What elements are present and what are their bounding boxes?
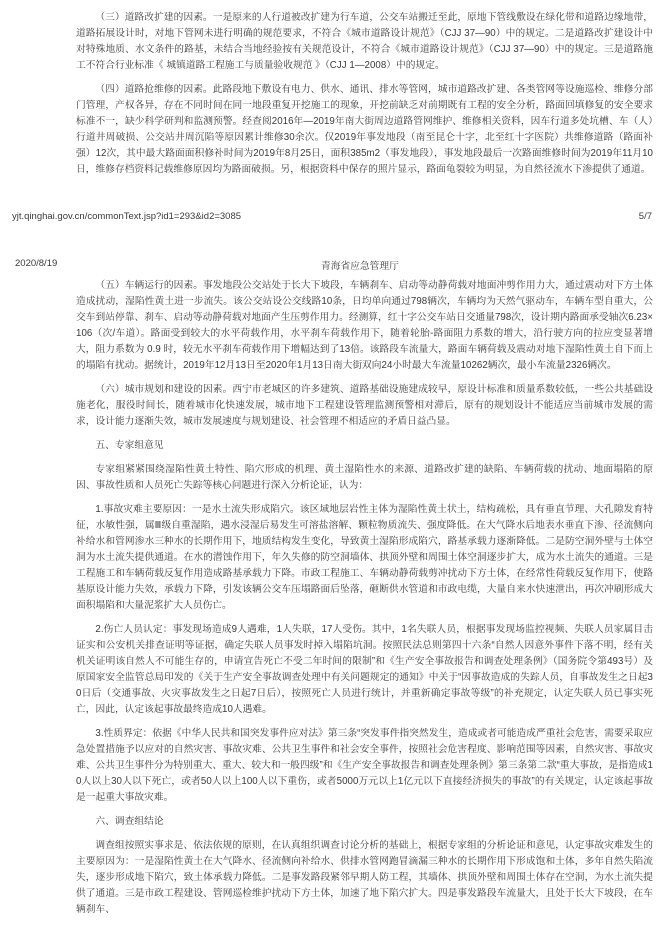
- document-paragraph: （五）车辆运行的因素。事发地段公交站处于长大下坡段，车辆刹车、启动等动静荷载对地面冲剪作用力大，通过震动对下方土体造成扰动，湿陷性黄土进一步流失。该公交站设公交线路10条，日均单向通过798辆次，车辆均为天然气驱动车，车辆车型自重大，公交车到站停靠、刹车、启动等动静荷载对地面产生压剪作用力。经测算，红十字公交车站日交通量798次，设计期内路面承受轴次6.23×106（次/车道）。路面受到较大的水平荷载作用，水平刹车荷载作用下，随着轮胎-路面阻力系数的增大，沿行驶方向的拉应变显著增大，阻力系数为 0.9 时，较无水平刹车荷载作用下增幅达到了13倍。该路段车流量大，路面车辆荷载及震动对地下湿陷性黄土自下而上的塌陷有扰动。据统计，2019年12月13日至2020年1月13日南大街双向24小时最大车流量10262辆次，最小车流量2326辆次。: [76, 280, 653, 371]
- print-date: 2020/8/19: [15, 258, 58, 269]
- page5-content: [76, 10, 653, 186]
- section-heading-investigation-conclusion: 六、调查组结论: [95, 816, 164, 827]
- document-paragraph: （四）道路抢维修的因素。此路段地下敷设有电力、供水、通讯、排水等管网，城市道路改扩建、各类管网等设施巡检、维修分部门管理，产权各异，存在不同时间在同一地段重复开挖施工的现象，开挖前缺乏对前期既有工程的安全分析，路面回填修复的安全要求标准不一，缺少科学研判和监测预警。经查阅2016年—2019年南大街周边道路管网维护、维修相关资料，因车行道多处坑槽、车（人）行道井周破损、公交站井周沉陷等原因累计维修30余次。仅2019年事发地段（南至昆仑十字，北至红十字医院）共维修道路（路面补强）12次，其中最大路面面积修补时间为2019年8月25日，面积385m2（事发地段），事发地段最后一次路面维修时间为2019年11月10日，维修存档资料记载维修原因均为路面破损。另，根据资料中保存的照片显示，路面龟裂较为明显，为自然径流水下渗提供了通道。: [76, 84, 653, 175]
- document-paragraph: 3.性质界定：依据《中华人民共和国突发事件应对法》第三条“突发事件指突然发生，造成或者可能造成严重社会危害，需要采取应急处置措施予以应对的自然灾害、事故灾难、公共卫生事件和社会安全事件，按照社会危害程度、影响范围等因素，自然灾害、事故灾难、公共卫生事件分为特别重大、重大、较大和一般四级”和《生产安全事故报告和调查处理条例》第三条第二款“重大事故，是指造成10人以上30人以下死亡，或者50人以上100人以下重伤，或者5000万元以上1亿元以下直接经济损失的事故”的有关规定，认定该起事故是一起重大事故灾难。: [76, 728, 653, 803]
- print-footer: [12, 211, 652, 222]
- document-paragraph: 调查组按照实事求是、依法依规的原则，在认真组织调查讨论分析的基础上，根据专家组的分析论证和意见，认定事故灾难发生的主要原因为：一是湿陷性黄土在大气降水、径流侧向补给水、供排水管网跑冒滴漏三种水的长期作用下形成饱和土体，多年自然失陷流失，逐步形成地下陷穴，致土体承载力降低。二是事发路段紧邻早期人防工程，其墙体、拱顶外壁和周围土体存在空洞，为水土流失提供了通道。三是市政工程建设、管网巡检维护扰动下方土体，加速了地下陷穴扩大。四是事发路段车流量大，且处于长大下坡段，在车辆刹车、: [76, 840, 653, 915]
- document-title: 青海省应急管理厅: [321, 261, 399, 272]
- section-heading-expert-opinion: 五、专家组意见: [95, 440, 164, 451]
- print-header: [12, 258, 652, 272]
- document-paragraph: （三）道路改扩建的因素。一是原来的人行道被改扩建为行车道，公交车站搬迁至此，原地下管线敷设在绿化带和道路边缘地带，道路拓展设计时，对地下管网未进行明确的规范要求，不符合《城市道路设计规范》（CJJ 37—90）中的规定。二是道路改扩建设计中对特殊地质、水文条件的路基，未结合当地经验按有关规范设计，不符合《城市道路设计规范》（CJJ 37—90）中的规定。三是道路施工不符合行业标准《 城镇道路工程施工与质量验收规范 》（CJJ 1—2008）中的规定。: [76, 12, 653, 71]
- document-paragraph: （六）城市规划和建设的因素。西宁市老城区的许多建筑、道路基础设施建成较早，原设计标准和质量系数较低，一些公共基础设施老化，服役时间长，随着城市化快速发展，城市地下工程建设管理监测预警相对滞后，原有的规划设计不能适应当前城市发展的需求，设计能力逐渐失效，城市发展速度与规划建设、社会管理不相适应的矛盾日益凸显。: [76, 384, 653, 427]
- page-number: 5/7: [638, 211, 652, 222]
- document-paragraph: 2.伤亡人员认定：事发现场造成9人遇难，1人失联，17人受伤。其中，1名失联人员，根据事发现场监控视频、失联人员家属目击证实和公安机关排查证明等证据，确定失联人员事发时掉入塌陷坑洞。按照民法总则第四十六条“自然人因意外事件下落不明，经有关机关证明该自然人不可能生存的，申请宣告死亡不受二年时间的限制”和《生产安全事故报告和调查处理条例》（国务院令第493号）及原国家安全监管总局印发的《关于生产安全事故调查处理中有关问题规定的通知》中关于“因事故造成的失踪人员，自事故发生之日起30日后（交通事故、火灾事故发生之日起7日后），按照死亡人员进行统计，并重新确定事故等级”的补充规定，认定失联人员已事实死亡，因此，认定该起事故最终造成10人遇难。: [76, 624, 653, 715]
- page6-content: [76, 278, 653, 926]
- document-paragraph: 专家组紧紧围绕湿陷性黄土特性、陷穴形成的机理、黄土湿陷性水的来源、道路改扩建的缺陷、车辆荷载的扰动、地面塌陷的原因、事故性质和人员死亡失踪等核心问题进行深入分析论证，认为：: [76, 464, 653, 491]
- document-paragraph: 1.事故灾难主要原因：一是水土流失形成陷穴。该区域地层岩性主体为湿陷性黄土状土，结构疏松，具有垂直节理、大孔隙发育特征，水敏性强，属Ⅲ级自重湿陷，遇水浸湿后易发生可溶盐溶解、颗粒物质流失、强度降低。在大气降水后地表水垂直下渗、径流侧向补给水和管网渗水三种水的长期作用下，地质结构发生变化，导致黄土湿陷形成陷穴，路基承载力逐渐降低。二是防空洞外壁与土体空洞为水土流失提供通道。在水的潜蚀作用下，年久失修的防空洞墙体、拱顶外壁和周围土体空洞逐步扩大，成为水土流失的通道。三是工程施工和车辆荷载反复作用造成路基承载力下降。市政工程施工、车辆动静荷载剪冲扰动下方土体，在经常性荷载反复作用下，使路基原设计能力失效，承载力下降，引发该辆公交车压塌路面后坠落，砸断供水管道和市政电缆，大量自来水快速泄出，再次冲刷形成大面积塌陷和大量泥浆扩大人员伤亡。: [76, 504, 653, 611]
- page-url: yjt.qinghai.gov.cn/commonText.jsp?id1=293&id2=3085: [12, 211, 242, 222]
